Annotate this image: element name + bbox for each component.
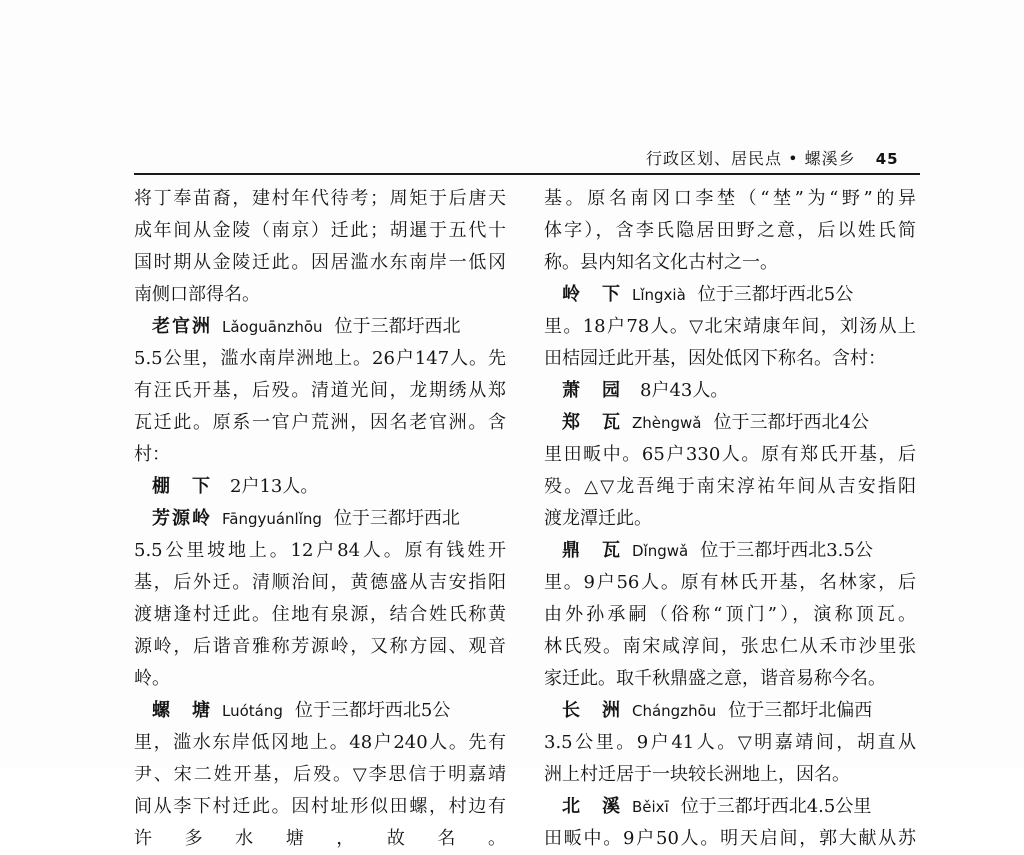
text-line: 南侧口部得名。 bbox=[134, 284, 260, 305]
text-line: 基。原名南冈口李埜（“埜”为“野”的异 bbox=[544, 188, 916, 209]
text-line: 渡塘逢村迁此。住地有泉源，结合姓氏称黄 bbox=[134, 604, 506, 625]
entry-pinyin: Luótáng bbox=[222, 702, 283, 720]
entry-line bbox=[134, 311, 506, 343]
entry-text: 位于三都圩西北5公 bbox=[697, 284, 854, 305]
entry-headword: 棚 下 bbox=[152, 476, 212, 497]
entry-line bbox=[544, 279, 916, 311]
text-line: 基，后外迁。清顺治间，黄德盛从吉安指阳 bbox=[134, 572, 506, 593]
entry-headword: 岭 下 bbox=[562, 284, 622, 305]
text-line: 5.5公里，滥水南岸洲地上。26户147人。先 bbox=[134, 348, 506, 369]
entry-line bbox=[544, 695, 916, 727]
text-line: 称。县内知名文化古村之一。 bbox=[544, 252, 778, 273]
entry-line bbox=[544, 535, 916, 567]
running-header bbox=[646, 146, 899, 169]
text-line: 间从李下村迁此。因村址形似田螺，村边有 bbox=[134, 796, 506, 817]
entry-text: 位于三都圩西北 bbox=[333, 508, 460, 529]
entry-headword: 郑 瓦 bbox=[562, 412, 622, 433]
entry-headword: 长 洲 bbox=[562, 700, 622, 721]
text-line: 家迁此。取千秋鼎盛之意，谐音易称今名。 bbox=[544, 668, 886, 689]
entry-headword: 北 溪 bbox=[562, 796, 622, 817]
text-line: 里。18户78人。▽北宋靖康年间，刘汤从上 bbox=[544, 316, 916, 337]
entry-text: 位于三都圩西北4.5公里 bbox=[680, 796, 872, 817]
entry-line bbox=[134, 471, 506, 503]
entry-text: 8户43人。 bbox=[640, 380, 729, 401]
right-column bbox=[544, 183, 916, 855]
entry-line bbox=[134, 695, 506, 727]
entry-line bbox=[544, 791, 916, 823]
entry-pinyin: Fāngyuánlǐng bbox=[222, 510, 322, 528]
text-line: 里。9户56人。原有林氏开基，名林家，后 bbox=[544, 572, 916, 593]
text-line: 田畈中。9户50人。明天启间，郭大献从苏 bbox=[544, 828, 916, 849]
text-line: 将丁奉苗裔，建村年代待考；周矩于后唐天 bbox=[134, 188, 506, 209]
text-line: 3.5公里。9户41人。▽明嘉靖间，胡直从 bbox=[544, 732, 916, 753]
entry-text: 2户13人。 bbox=[230, 476, 319, 497]
entry-pinyin: Zhèngwǎ bbox=[632, 414, 702, 432]
text-line: 国时期从金陵迁此。因居滥水东南岸一低冈 bbox=[134, 252, 506, 273]
text-line: 成年间从金陵（南京）迁此；胡暹于五代十 bbox=[134, 220, 506, 241]
text-line: 林氏殁。南宋咸淳间，张忠仁从禾市沙里张 bbox=[544, 636, 916, 657]
entry-line bbox=[544, 375, 916, 407]
text-line: 洲上村迁居于一块较长洲地上，因名。 bbox=[544, 764, 850, 785]
text-line: 源岭，后谐音雅称芳源岭，又称方园、观音 bbox=[134, 636, 506, 657]
text-line: 里，滥水东岸低冈地上。48户240人。先有 bbox=[134, 732, 506, 753]
entry-text: 位于三都圩西北5公 bbox=[294, 700, 451, 721]
entry-pinyin: Lǐngxià bbox=[632, 286, 686, 304]
entry-line bbox=[134, 503, 506, 535]
entry-text: 位于三都圩北偏西 bbox=[728, 700, 873, 721]
text-line: 5.5公里坡地上。12户84人。原有钱姓开 bbox=[134, 540, 506, 561]
page-number: 45 bbox=[875, 150, 899, 168]
text-line: 殁。△▽龙吾绳于南宋淳祐年间从吉安指阳 bbox=[544, 476, 916, 497]
entry-text: 位于三都圩西北3.5公 bbox=[700, 540, 873, 561]
text-line: 里田畈中。65户330人。原有郑氏开基，后 bbox=[544, 444, 916, 465]
entry-headword: 老官洲 bbox=[152, 316, 212, 337]
text-line: 瓦迁此。原系一官户荒洲，因名老官洲。含 bbox=[134, 412, 506, 433]
entry-headword: 萧 园 bbox=[562, 380, 622, 401]
entry-headword: 芳源岭 bbox=[152, 508, 212, 529]
entry-pinyin: Chángzhōu bbox=[632, 702, 717, 720]
entry-headword: 鼎 瓦 bbox=[562, 540, 622, 561]
entry-pinyin: Lǎoguānzhōu bbox=[222, 318, 323, 336]
entry-pinyin: Běixī bbox=[632, 798, 669, 816]
entry-headword: 螺 塘 bbox=[152, 700, 212, 721]
text-line: 尹、宋二姓开基，后殁。▽李思信于明嘉靖 bbox=[134, 764, 506, 785]
text-line: 许多水塘，故名。 bbox=[134, 828, 506, 849]
text-line: 村： bbox=[134, 444, 170, 465]
entry-text: 位于三都圩西北 bbox=[334, 316, 461, 337]
text-line: 田桔园迁此开基，因处低冈下称名。含村： bbox=[544, 348, 886, 369]
header-rule bbox=[134, 173, 920, 175]
text-line: 有汪氏开基，后殁。清道光间，龙期绣从郑 bbox=[134, 380, 506, 401]
text-line: 由外孙承嗣（俗称“顶门”），演称顶瓦。 bbox=[544, 604, 916, 625]
text-line: 体字），含李氏隐居田野之意，后以姓氏简 bbox=[544, 220, 916, 241]
left-column bbox=[134, 183, 506, 855]
running-header-title: 行政区划、居民点 • 螺溪乡 bbox=[646, 149, 856, 168]
text-line: 渡龙潭迁此。 bbox=[544, 508, 652, 529]
entry-pinyin: Dǐngwǎ bbox=[632, 542, 689, 560]
entry-line bbox=[544, 407, 916, 439]
entry-text: 位于三都圩西北4公 bbox=[713, 412, 869, 433]
text-line: 岭。 bbox=[134, 668, 170, 689]
